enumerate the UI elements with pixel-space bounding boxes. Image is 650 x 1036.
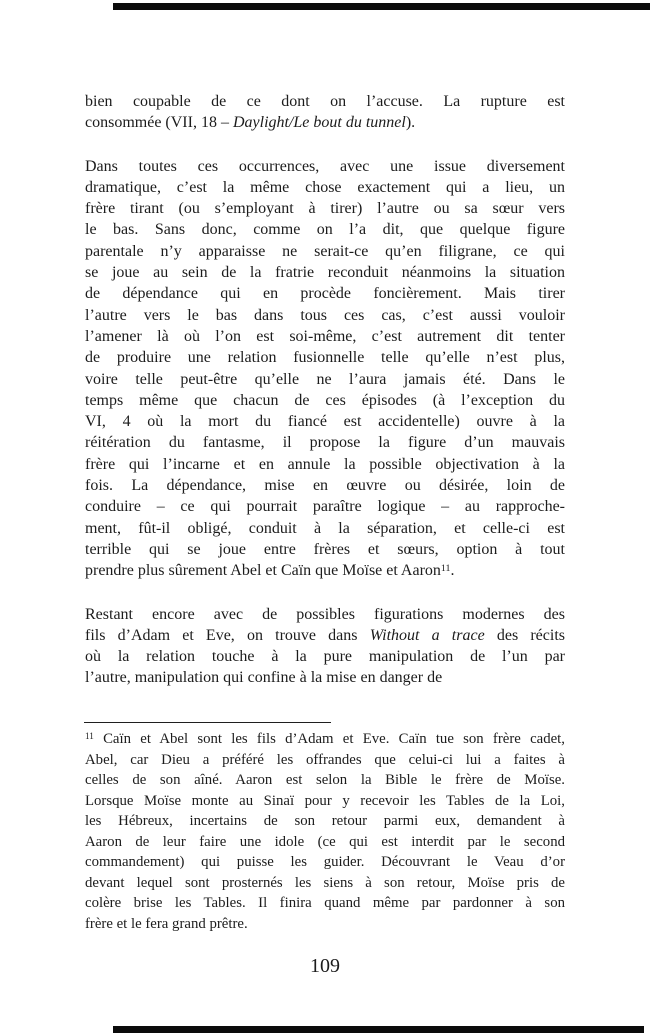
text-line (85, 91, 565, 112)
text-line (85, 560, 565, 581)
text-segment: parentale n’y apparaisse ne serait-ce qu’en filigrane, ce qui (85, 242, 565, 260)
text-segment: frère qui l’incarne et en annule la possible objectivation à la (85, 455, 565, 473)
text-segment: dramatique, c’est la même chose exactement qui a lieu, un (85, 178, 565, 196)
text-segment: le bas. Sans donc, comme on l’a dit, que quelque figure (85, 221, 565, 239)
text-segment: . (450, 562, 455, 580)
text-segment: colère brise les Tables. Il finira quand même par pardonner à son (85, 895, 565, 911)
text-segment: Lorsque Moïse monte au Sinaï pour y recevoir les Tables de la Loi, (85, 792, 565, 809)
text-line (85, 177, 565, 198)
footnote-text (85, 729, 565, 934)
footnote-rule (84, 722, 331, 723)
text-segment: ). (405, 114, 416, 132)
text-segment: VI, 4 où la mort du fiancé est accidentelle) ouvre à la (85, 413, 565, 431)
text-line (85, 811, 565, 832)
text-line (85, 852, 565, 873)
text-line (85, 496, 565, 517)
text-line (85, 893, 565, 914)
text-line (85, 390, 565, 411)
text-segment: bien coupable de ce dont on l’accuse. La rupture est (85, 93, 565, 110)
text-line (85, 914, 565, 935)
text-line (85, 411, 565, 432)
text-segment: de produire une relation fusionnelle telle qu’elle n’est plus, (85, 349, 565, 367)
text-segment: Caïn et Abel sont les fils d’Adam et Eve. Caïn tue son frère cadet, (93, 731, 565, 747)
italic-title: Without a trace (369, 626, 485, 644)
text-line (85, 262, 565, 283)
text-segment: Aaron de leur faire une idole (ce qui est interdit par le second (85, 833, 565, 850)
text-line (85, 475, 565, 496)
text-line (85, 770, 565, 791)
text-line (85, 198, 565, 219)
paragraph (85, 604, 565, 689)
text-line (85, 305, 565, 326)
text-line (85, 518, 565, 539)
text-segment: prendre plus sûrement Abel et Caïn que Moïse et Aaron (85, 562, 441, 580)
text-segment: terrible qui se joue entre frères et sœurs, option à tout (85, 540, 565, 558)
text-line (85, 873, 565, 894)
italic-title: Daylight/Le bout du tunnel (232, 114, 406, 132)
text-line (85, 604, 565, 625)
text-line (85, 646, 565, 667)
text-segment: temps même que chacun de ces épisodes (à l’exception du (85, 391, 565, 409)
text-segment: l’amener là où l’on est soi-même, c’est autrement dit tenter (85, 327, 565, 345)
footnote-reference: 11 (440, 562, 451, 574)
text-line (85, 241, 565, 262)
text-segment: commandement) qui puisse les guider. Découvrant le Veau d’or (85, 854, 565, 870)
text-line (85, 326, 565, 347)
text-segment: fois. La dépendance, mise en œuvre ou désirée, loin de (85, 477, 565, 495)
text-line (85, 729, 565, 750)
text-segment: voire telle peut-être qu’elle ne l’aura jamais été. Dans le (85, 370, 565, 388)
text-line (85, 369, 565, 390)
text-segment: l’autre vers le bas dans tous ces cas, c’est aussi vouloir (85, 306, 565, 324)
footnote-reference: 11 (85, 730, 94, 741)
text-segment: consommée (VII, 18 – (85, 114, 233, 132)
text-line (85, 219, 565, 240)
text-line (85, 667, 565, 688)
text-line (85, 750, 565, 771)
text-segment: l’autre, manipulation qui confine à la mise en danger de (85, 669, 443, 687)
text-line (85, 625, 565, 646)
text-segment: des récits (484, 626, 566, 644)
text-line (85, 454, 565, 475)
body-text (85, 91, 565, 689)
text-line (85, 112, 565, 133)
text-segment: réitération du fantasme, il propose la figure d’un mauvais (85, 434, 565, 452)
text-line (85, 791, 565, 812)
text-segment: frère tirant (ou s’employant à tirer) l’autre ou sa sœur vers (85, 200, 565, 218)
text-segment: où la relation touche à la pure manipulation de l’un par (85, 648, 565, 666)
scan-edge-artifact-bottom (113, 1026, 644, 1033)
text-segment: conduire – ce qui pourrait paraître logique – au rapproche- (85, 498, 565, 516)
paragraph (85, 156, 565, 582)
text-segment: fils d’Adam et Eve, on trouve dans (85, 626, 370, 644)
text-segment: Abel, car Dieu a préféré les offrandes que celui-ci lui a faites à (85, 751, 565, 768)
text-segment: frère et le fera grand prêtre. (85, 915, 248, 932)
text-segment: ment, fût-il obligé, conduit à la séparation, et celle-ci est (85, 519, 565, 537)
text-segment: devant lequel sont prosternés les siens à son retour, Moïse pris de (85, 874, 565, 891)
paragraph (85, 729, 565, 934)
text-line (85, 432, 565, 453)
text-line (85, 283, 565, 304)
text-line (85, 539, 565, 560)
text-segment: les Hébreux, incertains de son retour parmi eux, demandent à (85, 813, 565, 829)
scan-edge-artifact-top (113, 3, 650, 10)
text-segment: de dépendance qui en procède foncièrement. Mais tirer (85, 285, 565, 303)
text-segment: Dans toutes ces occurrences, avec une issue diversement (85, 157, 565, 175)
text-segment: se joue au sein de la fratrie reconduit néanmoins la situation (85, 264, 565, 282)
text-segment: Restant encore avec de possibles figurations modernes des (85, 605, 565, 623)
page-number: 109 (310, 955, 340, 977)
text-line (85, 832, 565, 853)
text-segment: celles de son aîné. Aaron est selon la Bible le frère de Moïse. (85, 772, 565, 788)
paragraph (85, 91, 565, 134)
text-line (85, 347, 565, 368)
text-line (85, 156, 565, 177)
